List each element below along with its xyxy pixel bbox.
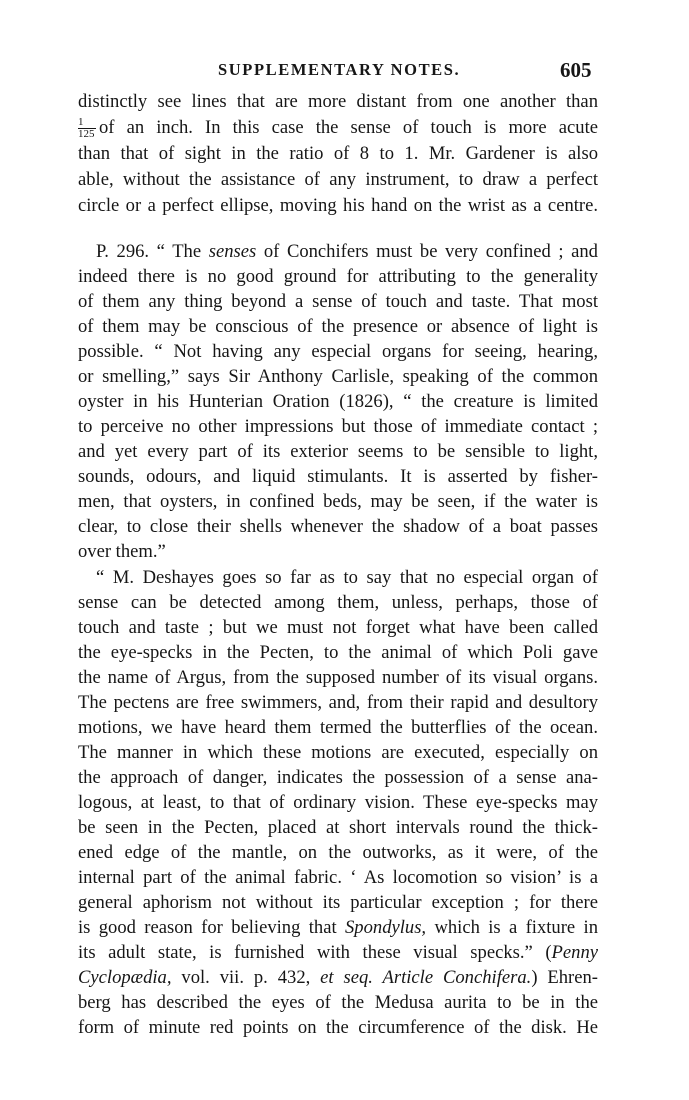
text-line: men, that oysters, in confined beds, may be seen, if the water is bbox=[78, 491, 598, 512]
text-line: sounds, odours, and liquid stimulants. It is asserted by fisher- bbox=[78, 466, 598, 487]
text-line: P. 296. “ The senses of Conchifers must be very confined ; and bbox=[96, 241, 598, 262]
text-line: ened edge of the mantle, on the outworks, as it were, of the bbox=[78, 842, 598, 863]
text-line: the name of Argus, from the supposed number of its visual organs. bbox=[78, 667, 598, 688]
text-line: The manner in which these motions are executed, especially on bbox=[78, 742, 598, 763]
text-line: distinctly see lines that are more distant from one another than bbox=[78, 91, 598, 112]
text-line: motions, we have heard them termed the butterflies of the ocean. bbox=[78, 717, 598, 738]
running-head: SUPPLEMENTARY NOTES. bbox=[218, 60, 461, 79]
text-line: internal part of the animal fabric. ‘ As locomotion so vision’ is a bbox=[78, 867, 598, 888]
text-line: berg has described the eyes of the Medusa aurita to be in the bbox=[78, 992, 598, 1013]
fraction: $\frac{1}{125}$ bbox=[78, 116, 95, 141]
text-line: general aphorism not without its particular exception ; for there bbox=[78, 892, 598, 913]
text-line: than that of sight in the ratio of 8 to 1. Mr. Gardener is also bbox=[78, 143, 598, 164]
text-line: or smelling,” says Sir Anthony Carlisle, speaking of the common bbox=[78, 366, 598, 387]
text-line: form of minute red points on the circumference of the disk. He bbox=[78, 1017, 598, 1038]
text-line: touch and taste ; but we must not forget what have been called bbox=[78, 617, 598, 638]
text-line: able, without the assistance of any instrument, to draw a perfect bbox=[78, 169, 598, 190]
text-line: is good reason for believing that Spondylus, which is a fixture in bbox=[78, 917, 598, 938]
text-line: of them any thing beyond a sense of touch and taste. That most bbox=[78, 291, 598, 312]
page-header bbox=[0, 56, 689, 86]
text-line: possible. “ Not having any especial organs for seeing, hearing, bbox=[78, 341, 598, 362]
text-line: the eye-specks in the Pecten, to the animal of which Poli gave bbox=[78, 642, 598, 663]
text-line: of them may be conscious of the presence or absence of light is bbox=[78, 316, 598, 337]
text-line: and yet every part of its exterior seems to be sensible to light, bbox=[78, 441, 598, 462]
text-line: $\frac{1}{125}$ of an inch. In this case the sense of touch is more acute bbox=[78, 116, 598, 141]
text-line: oyster in his Hunterian Oration (1826), “ the creature is limited bbox=[78, 391, 598, 412]
text-line: the approach of danger, indicates the possession of a sense ana- bbox=[78, 767, 598, 788]
text-line: clear, to close their shells whenever the shadow of a boat passes bbox=[78, 516, 598, 537]
text-line: its adult state, is furnished with these visual specks.” (Penny bbox=[78, 942, 598, 963]
text-line: be seen in the Pecten, placed at short intervals round the thick- bbox=[78, 817, 598, 838]
text-line: The pectens are free swimmers, and, from their rapid and desultory bbox=[78, 692, 598, 713]
text-line: circle or a perfect ellipse, moving his hand on the wrist as a centre. bbox=[78, 195, 598, 216]
text-line: indeed there is no good ground for attributing to the generality bbox=[78, 266, 598, 287]
text-line: to perceive no other impressions but those of immediate contact ; bbox=[78, 416, 598, 437]
text-line: Cyclopædia, vol. vii. p. 432, et seq. Article Conchifera.) Ehren- bbox=[78, 967, 598, 988]
text-line: over them.” bbox=[78, 541, 166, 562]
text-line: “ M. Deshayes goes so far as to say that no especial organ of bbox=[96, 567, 598, 588]
page-number: 605 bbox=[560, 58, 592, 82]
text-line: logous, at least, to that of ordinary vision. These eye-specks may bbox=[78, 792, 598, 813]
text-line: sense can be detected among them, unless, perhaps, those of bbox=[78, 592, 598, 613]
